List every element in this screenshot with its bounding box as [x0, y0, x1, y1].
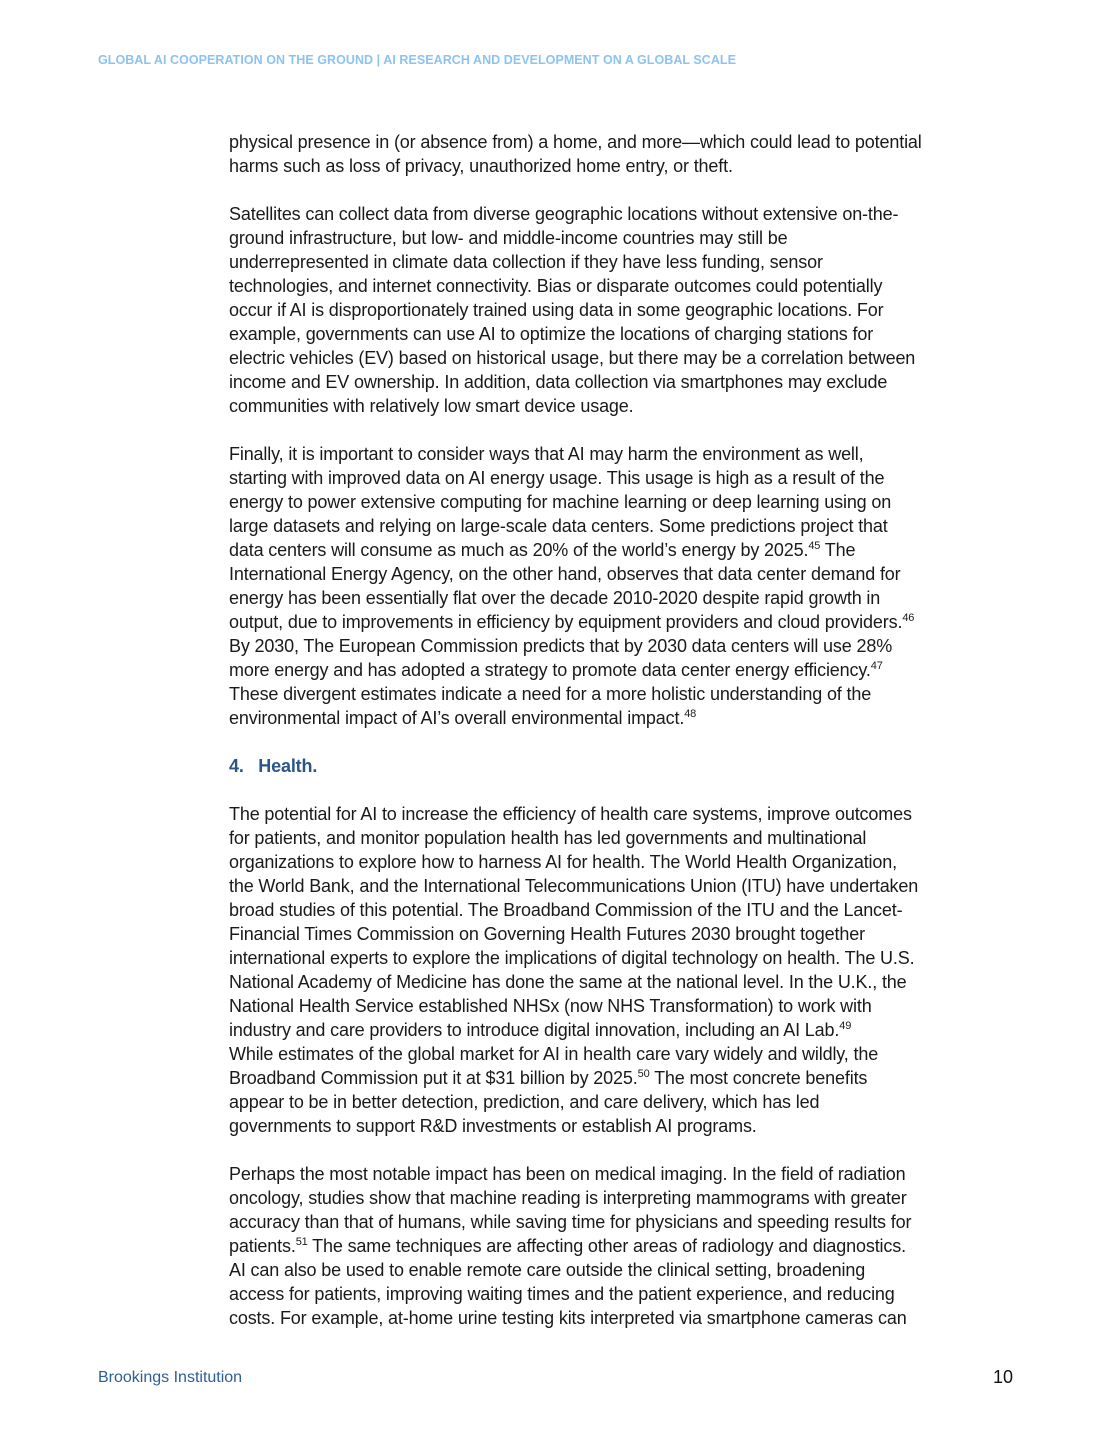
- text-run: The same techniques are affecting other areas of radiology and diagnostics.: [307, 1236, 906, 1256]
- text-line: [229, 1114, 1029, 1138]
- blank-line: [229, 178, 1029, 202]
- text-run: Perhaps the most notable impact has been on medical imaging. In the field of radiation: [229, 1164, 906, 1184]
- text-line: [229, 586, 1029, 610]
- footer-publisher: Brookings Institution: [98, 1369, 243, 1386]
- text-line: [229, 994, 1029, 1018]
- text-line: [229, 1258, 1029, 1282]
- page-number: 10: [993, 1367, 1014, 1387]
- text-run: While estimates of the global market for AI in health care vary widely and wildly, the: [229, 1044, 879, 1064]
- footnote-reference: 45: [808, 540, 821, 552]
- text-run: AI can also be used to enable remote care outside the clinical setting, broadening: [229, 1260, 866, 1280]
- text-line: [229, 1282, 1029, 1306]
- text-run: National Academy of Medicine has done the same at the national level. In the U.K., the: [229, 972, 907, 992]
- text-run: energy to power extensive computing for machine learning or deep learning using on: [229, 492, 892, 512]
- text-run: These divergent estimates indicate a need for a more holistic understanding of the: [229, 684, 872, 704]
- text-run: physical presence in (or absence from) a home, and more—which could lead to potential: [229, 132, 922, 152]
- text-line: [229, 538, 1029, 562]
- text-line: [229, 946, 1029, 970]
- text-run: harms such as loss of privacy, unauthorized home entry, or theft.: [229, 156, 733, 176]
- text-run: Satellites can collect data from diverse geographic locations without extensive on-the-: [229, 204, 899, 224]
- text-run: ground infrastructure, but low- and middle-income countries may still be: [229, 228, 788, 248]
- text-run: patients.: [229, 1236, 296, 1256]
- text-line: [229, 466, 1029, 490]
- footnote-reference: 49: [839, 1020, 852, 1032]
- text-run: access for patients, improving waiting times and the patient experience, and reducing: [229, 1284, 895, 1304]
- text-run: accuracy than that of humans, while saving time for physicians and speeding results for: [229, 1212, 912, 1232]
- text-line: [229, 802, 1029, 826]
- text-run: data centers will consume as much as 20% of the world’s energy by 2025.: [229, 540, 809, 560]
- blank-line: [229, 730, 1029, 754]
- text-line: [229, 274, 1029, 298]
- text-run: income and EV ownership. In addition, data collection via smartphones may exclude: [229, 372, 888, 392]
- text-run: The most concrete benefits: [649, 1068, 868, 1088]
- text-line: [229, 514, 1029, 538]
- text-run: electric vehicles (EV) based on historical usage, but there may be a correlation between: [229, 348, 916, 368]
- text-line: [229, 346, 1029, 370]
- text-run: International Energy Agency, on the other hand, observes that data center demand for: [229, 564, 901, 584]
- text-run: Financial Times Commission on Governing Health Futures 2030 brought together: [229, 924, 865, 944]
- text-run: the World Bank, and the International Telecommunications Union (ITU) have undertaken: [229, 876, 919, 896]
- footnote-reference: 51: [295, 1236, 308, 1248]
- text-run: more energy and has adopted a strategy to promote data center energy efficiency.: [229, 660, 871, 680]
- blank-line: [229, 418, 1029, 442]
- text-run: broad studies of this potential. The Broadband Commission of the ITU and the Lancet-: [229, 900, 903, 920]
- text-run: occur if AI is disproportionately trained using data in some geographic locations. For: [229, 300, 884, 320]
- text-line: [229, 1042, 1029, 1066]
- text-line: [229, 394, 1029, 418]
- text-run: oncology, studies show that machine reading is interpreting mammograms with greater: [229, 1188, 907, 1208]
- text-line: [229, 442, 1029, 466]
- body-text: [229, 130, 1029, 1330]
- text-line: [229, 922, 1029, 946]
- text-run: example, governments can use AI to optimize the locations of charging stations for: [229, 324, 874, 344]
- text-line: [229, 850, 1029, 874]
- text-run: output, due to improvements in efficiency by equipment providers and cloud providers.: [229, 612, 903, 632]
- text-run: Finally, it is important to consider ways that AI may harm the environment as well,: [229, 444, 864, 464]
- text-line: [229, 610, 1029, 634]
- text-line: [229, 1306, 1029, 1330]
- footnote-reference: 48: [684, 708, 697, 720]
- text-line: [229, 226, 1029, 250]
- text-line: [229, 658, 1029, 682]
- text-run: By 2030, The European Commission predicts that by 2030 data centers will use 28%: [229, 636, 893, 656]
- blank-line: [229, 1138, 1029, 1162]
- text-run: communities with relatively low smart device usage.: [229, 396, 634, 416]
- text-run: The potential for AI to increase the efficiency of health care systems, improve outcomes: [229, 804, 912, 824]
- text-line: [229, 682, 1029, 706]
- text-run: international experts to explore the implications of digital technology on health. The U.S.: [229, 948, 915, 968]
- text-line: [229, 1210, 1029, 1234]
- text-line: [229, 634, 1029, 658]
- text-run: environmental impact of AI’s overall environmental impact.: [229, 708, 685, 728]
- text-line: [229, 898, 1029, 922]
- text-run: costs. For example, at-home urine testing kits interpreted via smartphone cameras can: [229, 1308, 907, 1328]
- text-line: [229, 874, 1029, 898]
- text-run: starting with improved data on AI energy usage. This usage is high as a result of the: [229, 468, 885, 488]
- text-run: appear to be in better detection, prediction, and care delivery, which has led: [229, 1092, 820, 1112]
- text-run: organizations to explore how to harness AI for health. The World Health Organization,: [229, 852, 897, 872]
- text-line: [229, 1162, 1029, 1186]
- text-run: technologies, and internet connectivity. Bias or disparate outcomes could potentially: [229, 276, 883, 296]
- text-line: [229, 970, 1029, 994]
- text-line: [229, 1066, 1029, 1090]
- text-run: Broadband Commission put it at $31 billion by 2025.: [229, 1068, 638, 1088]
- text-line: [229, 754, 1029, 778]
- text-line: [229, 826, 1029, 850]
- running-header: GLOBAL AI COOPERATION ON THE GROUND | AI RESEARCH AND DEVELOPMENT ON A GLOBAL SCALE: [98, 53, 736, 67]
- blank-line: [229, 778, 1029, 802]
- text-line: [229, 1186, 1029, 1210]
- text-line: [229, 1234, 1029, 1258]
- text-line: [229, 706, 1029, 730]
- text-run: The: [820, 540, 856, 560]
- text-line: [229, 1018, 1029, 1042]
- text-run: large datasets and relying on large-scale data centers. Some predictions project that: [229, 516, 888, 536]
- footnote-reference: 50: [637, 1068, 650, 1080]
- text-line: [229, 490, 1029, 514]
- text-run: industry and care providers to introduce digital innovation, including an AI Lab.: [229, 1020, 840, 1040]
- footnote-reference: 47: [870, 660, 883, 672]
- footnote-reference: 46: [902, 612, 915, 624]
- text-line: [229, 322, 1029, 346]
- text-run: energy has been essentially flat over the decade 2010-2020 despite rapid growth in: [229, 588, 881, 608]
- text-line: [229, 1090, 1029, 1114]
- text-line: [229, 202, 1029, 226]
- text-line: [229, 130, 1029, 154]
- text-line: [229, 562, 1029, 586]
- text-run: governments to support R&D investments or establish AI programs.: [229, 1116, 757, 1136]
- section-heading: 4. Health.: [229, 756, 318, 776]
- text-line: [229, 250, 1029, 274]
- text-line: [229, 298, 1029, 322]
- text-line: [229, 154, 1029, 178]
- text-line: [229, 370, 1029, 394]
- text-run: underrepresented in climate data collection if they have less funding, sensor: [229, 252, 823, 272]
- text-run: for patients, and monitor population health has led governments and multinational: [229, 828, 867, 848]
- text-run: National Health Service established NHSx (now NHS Transformation) to work with: [229, 996, 872, 1016]
